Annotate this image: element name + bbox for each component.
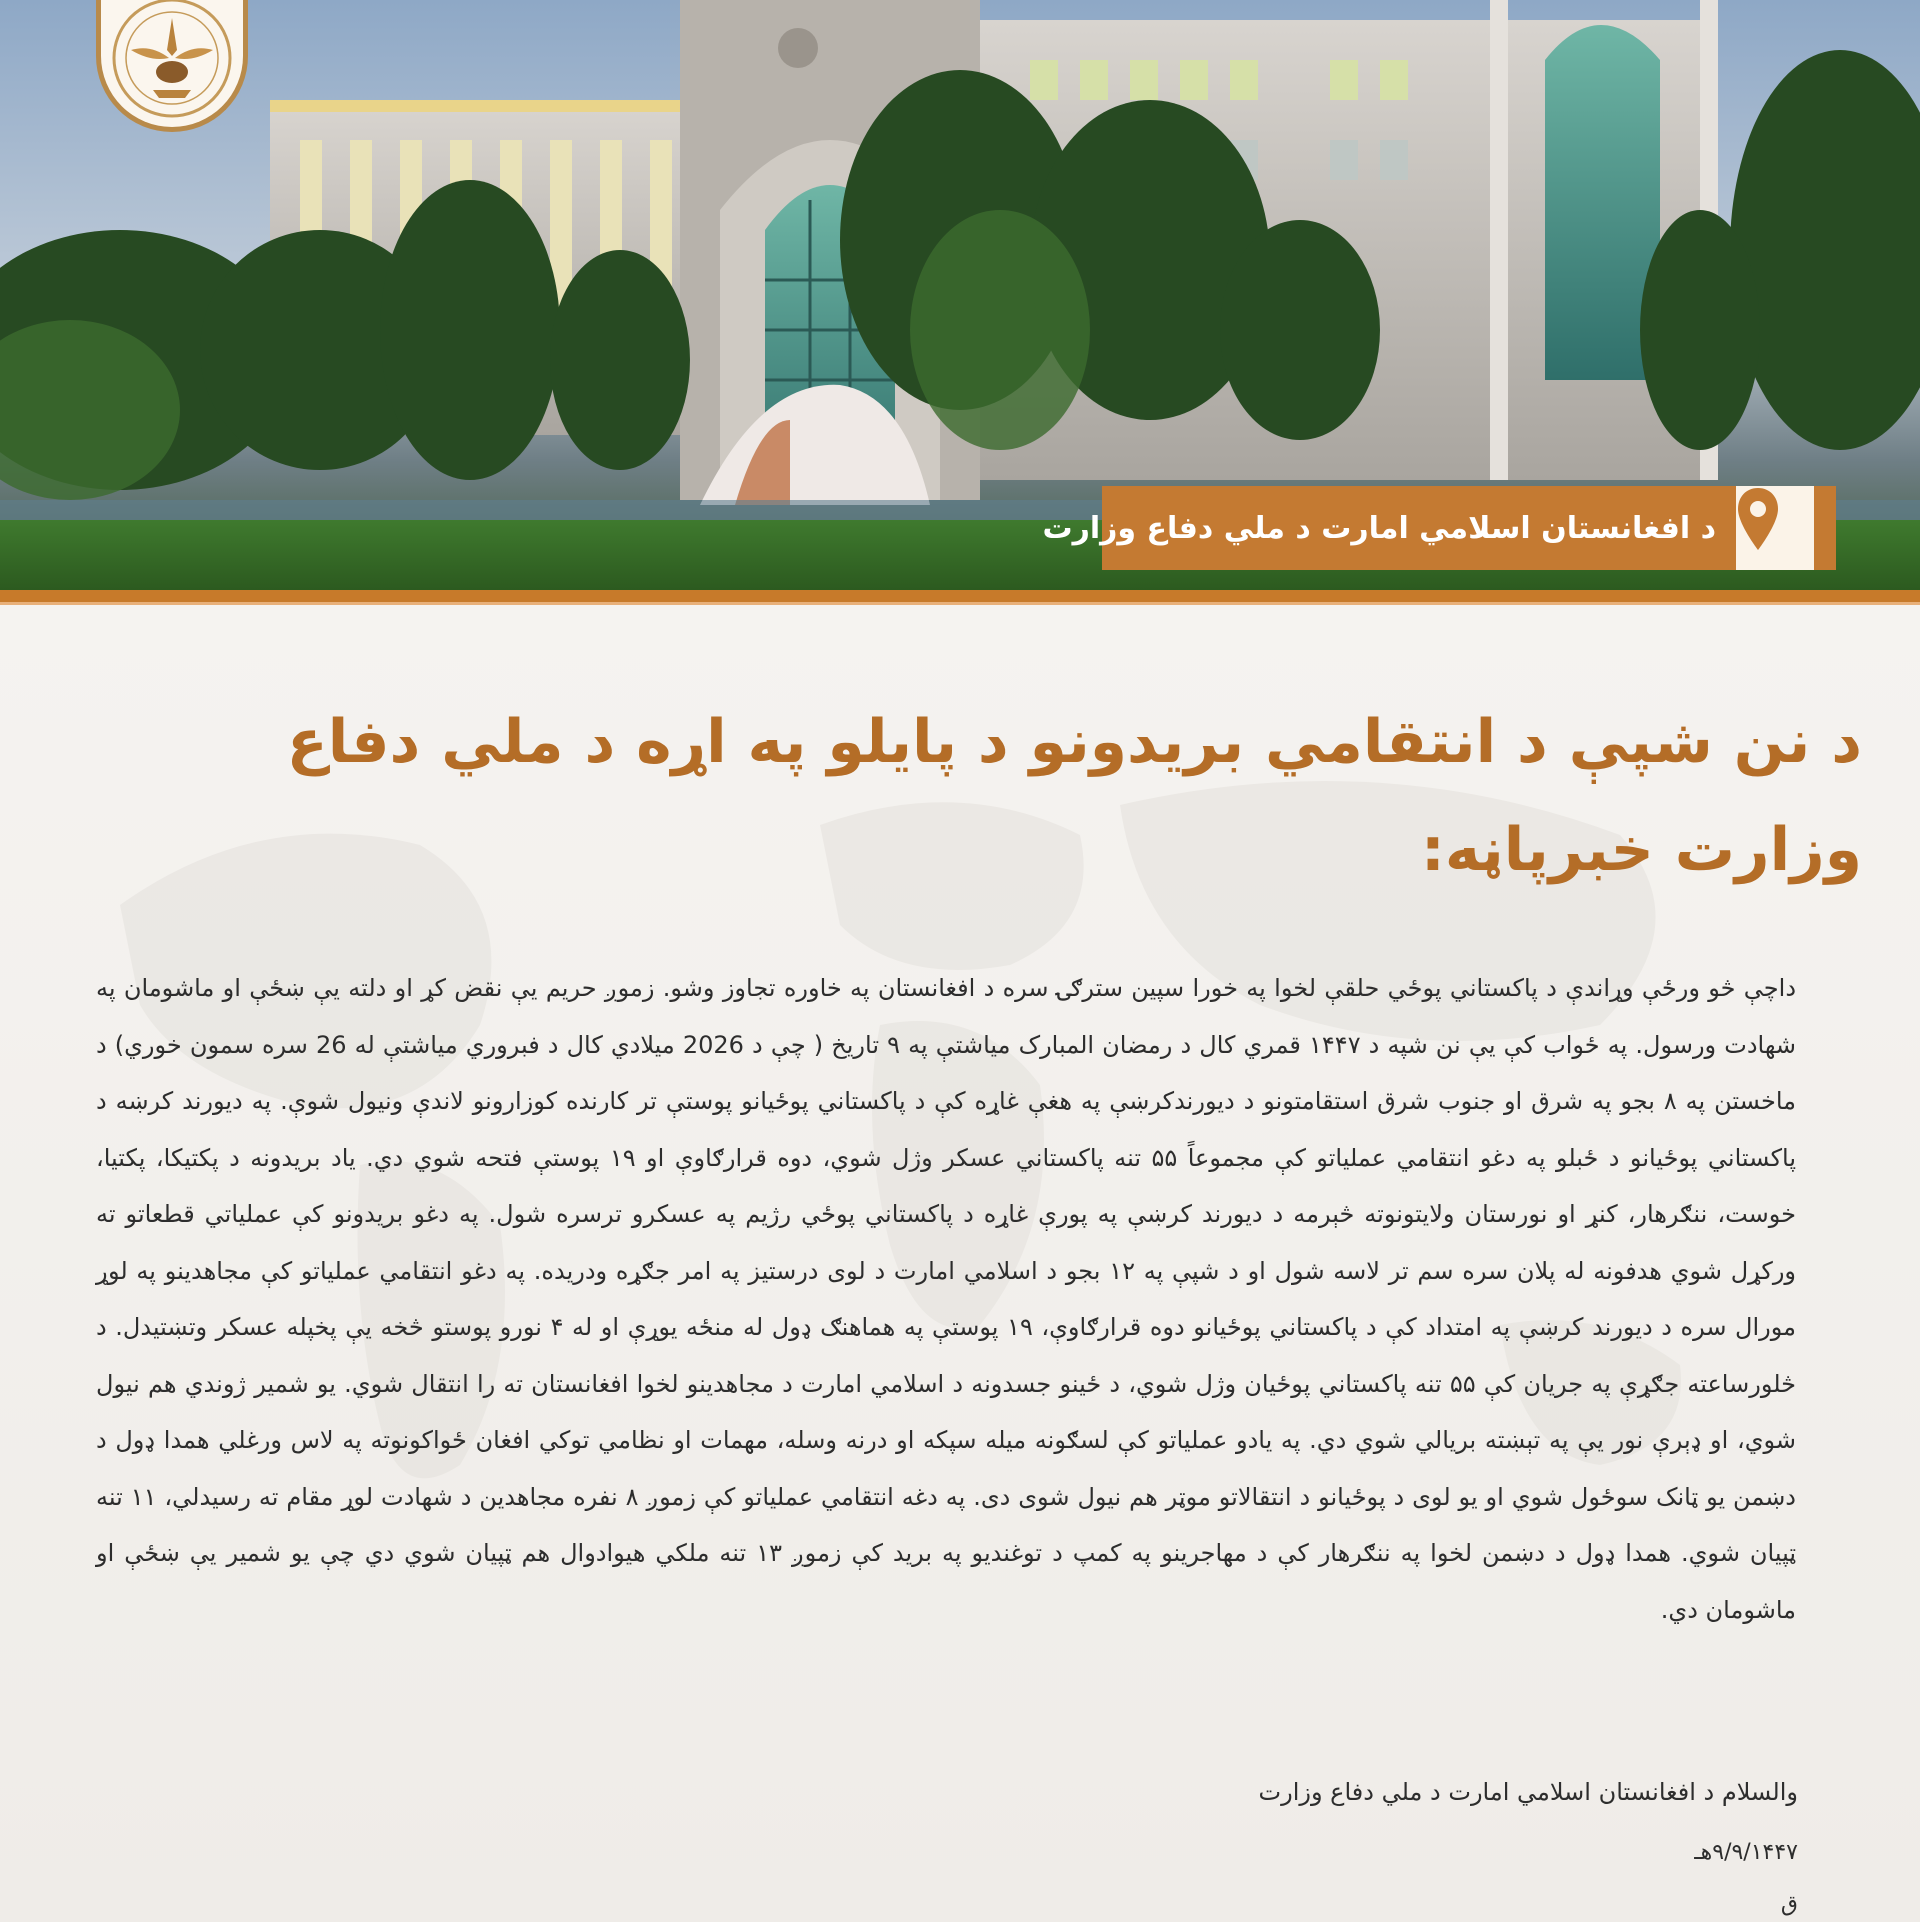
location-banner-text: د افغانستان اسلامي امارت د ملي دفاع وزارت xyxy=(1042,510,1716,546)
closing-signature: والسلام د افغانستان اسلامي امارت د ملي دفاع وزارت xyxy=(1258,1778,1798,1806)
ministry-emblem-icon xyxy=(96,0,248,132)
page-title: د نن شپې د انتقامي بریدونو د پایلو په اړه د ملي دفاع وزارت خبرپاڼه: xyxy=(286,707,1862,885)
location-pin-icon xyxy=(1736,486,1814,570)
statement-date: ۹/۹/۱۴۴۷هـ xyxy=(1694,1840,1798,1865)
statement-body: داچې څو ورځې وړاندې د پاکستاني پوځي حلقې لخوا په خورا سپین سترګۍ سره د افغانستان په خاوره تجاوز وشو. زموږ حریم یې نقض کړ او دلته یې ښځې او ماشومان په شهادت ورسول. په ځواب کې یې نن شپه د ۱۴۴۷ قمري کال د رمضان المبارک میاشتې په ۹ تاریخ ( چې د 2026 میلادي کال د فبروري میاشتې له 26 سره سمون خوري) د ماخستن په ۸ بجو په شرق او جنوب شرق استقامتونو د دیورندکرښې په هغې غاړه کې د پاکستاني پوځیانو پوستې تر کارنده کوزارونو لاندې ونیول شوې. په دیورند کرښه د پاکستاني پوځیانو د ځبلو په دغو انتقامي عملیاتو کې مجموعاً ۵۵ تنه پاکستاني عسکر وژل شوي، دوه قرارګاوې او ۱۹ پوستې فتحه شوي دي. یاد بریدونه د پکتیکا، پکتیا، خوست، ننګرهار، کنړ او نورستان ولایتونوته څېرمه د دیورند کرښې په پورې غاړه د پاکستاني پوځي رژیم په عسکرو ترسره شول. په دغو بریدونو کې عملیاتي قطعاتو ته ورکړل شوي هدفونه له پلان سره سم تر لاسه شول او د شپې په ۱۲ بجو د اسلامي امارت د لوی درستیز په امر جګړه ودریده. په دغو انتقامي عملیاتو کې مجاهدینو په لوړ مورال سره د دیورند کرښې په امتداد کې د پاکستاني پوځیانو دوه قرارګاوې، ۱۹ پوستې په هماهنګ ډول له منځه یوړې او له ۴ نورو پوستو څخه یې پخپله عسکر وتښتیدل. د څلورساعته جګړې په جریان کې ۵۵ تنه پاکستاني پوځیان وژل شوي، د ځینو جسدونه د اسلامي امارت د مجاهدینو لخوا افغانستان ته را انتقال شوي. یو شمیر ژوندي هم نیول شوي، او ډېرې نور یې په تېښته بریالي شوي دي. په یادو عملیاتو کې لسګونه میله سپکه او درنه وسله، مهمات او نظامي توکي افغان ځواکونوته په لاس ورغلي همدا ډول د دښمن یو ټانک سوځول شوي او یو لوی د پوځیانو د انتقالاتو موټر هم نیول شوی دی. په دغه انتقامي عملیاتو کې زموږ ۸ نفره مجاهدین د شهادت لوړ مقام ته رسیدلي، ۱۱ تنه ټپیان شوي. همدا ډول د دښمن لخوا په ننګرهار کې د مهاجرینو په کمپ د توغندیو په برید کې زموږ ۱۳ تنه ملکي هیوادوال هم ټپیان شوي دي چې یو شمیر یې ښځې او ماشومان دي. xyxy=(96,974,1797,1624)
location-banner xyxy=(1042,486,1836,570)
hero-photo xyxy=(0,0,1920,590)
header-divider xyxy=(0,590,1920,602)
final-mark: ق xyxy=(1780,1892,1798,1917)
